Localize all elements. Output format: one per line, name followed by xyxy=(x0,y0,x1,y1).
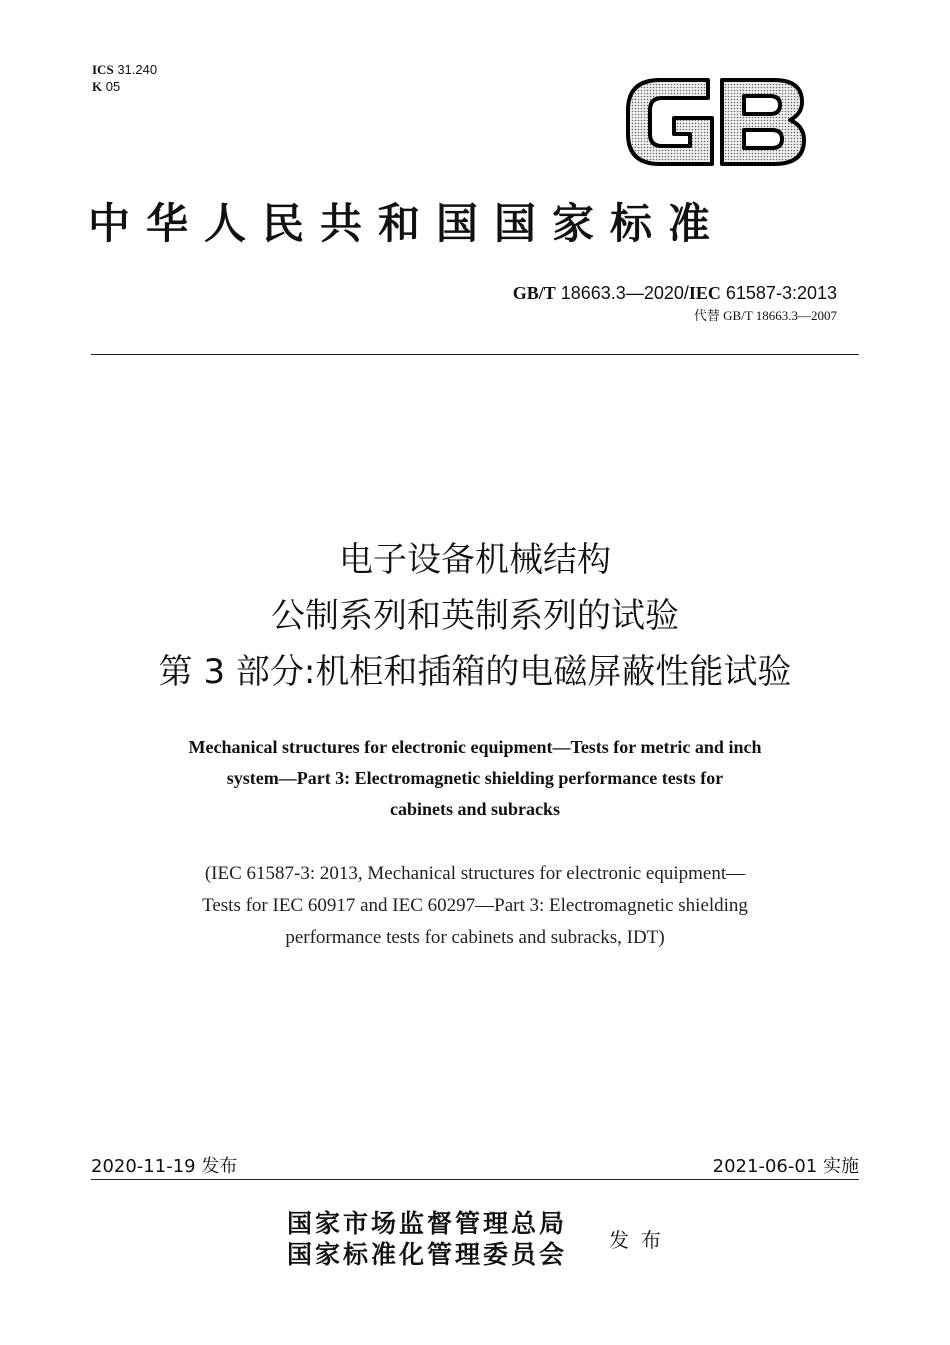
standard-number xyxy=(513,283,837,304)
ics-label: ICS xyxy=(92,62,114,77)
effective-date: 2021-06-01 实施 xyxy=(712,1156,859,1177)
issuer: 国家市场监督管理总局 xyxy=(287,1209,568,1238)
english-title xyxy=(110,732,840,825)
idt-line: (IEC 61587-3: 2013, Mechanical structures for electronic equipment— xyxy=(204,863,746,884)
issuing-authorities xyxy=(287,1208,567,1270)
title-line: 电子设备机械结构 xyxy=(339,540,611,580)
standard-prefix: GB/T xyxy=(512,283,556,303)
standard-code: 18663.3—2020/ xyxy=(560,283,689,303)
ics-value: 31.240 xyxy=(117,62,158,77)
replaces-note: 代替 GB/T 18663.3—2007 xyxy=(693,308,837,323)
iec-code: 61587-3:2013 xyxy=(725,283,837,303)
issue-date: 2020-11-19 发布 xyxy=(91,1156,238,1177)
publish-label: 发布 xyxy=(609,1228,673,1252)
iec-prefix: IEC xyxy=(688,283,721,303)
english-title-line: Mechanical structures for electronic equipment—Tests for metric and inch xyxy=(188,737,762,757)
top-divider xyxy=(91,354,859,355)
category-value: 05 xyxy=(105,79,121,94)
category-label: K xyxy=(92,79,103,94)
idt-line: performance tests for cabinets and subracks, IDT) xyxy=(285,927,665,948)
gb-logo-icon xyxy=(622,74,810,170)
title-line: 公制系列和英制系列的试验 xyxy=(271,596,679,636)
national-standard-heading: 中华人民共和国国家标准 xyxy=(88,199,727,248)
english-title-line: cabinets and subracks xyxy=(389,799,561,819)
idt-note xyxy=(110,858,840,954)
bottom-divider xyxy=(91,1179,859,1180)
issuer: 国家标准化管理委员会 xyxy=(287,1240,568,1269)
title-line: 第 3 部分:机柜和插箱的电磁屏蔽性能试验 xyxy=(158,652,792,692)
idt-line: Tests for IEC 60917 and IEC 60297—Part 3: Electromagnetic shielding xyxy=(202,895,748,916)
ics-block xyxy=(92,61,157,95)
chinese-title xyxy=(0,532,950,700)
english-title-line: system—Part 3: Electromagnetic shielding performance tests for xyxy=(226,768,724,788)
